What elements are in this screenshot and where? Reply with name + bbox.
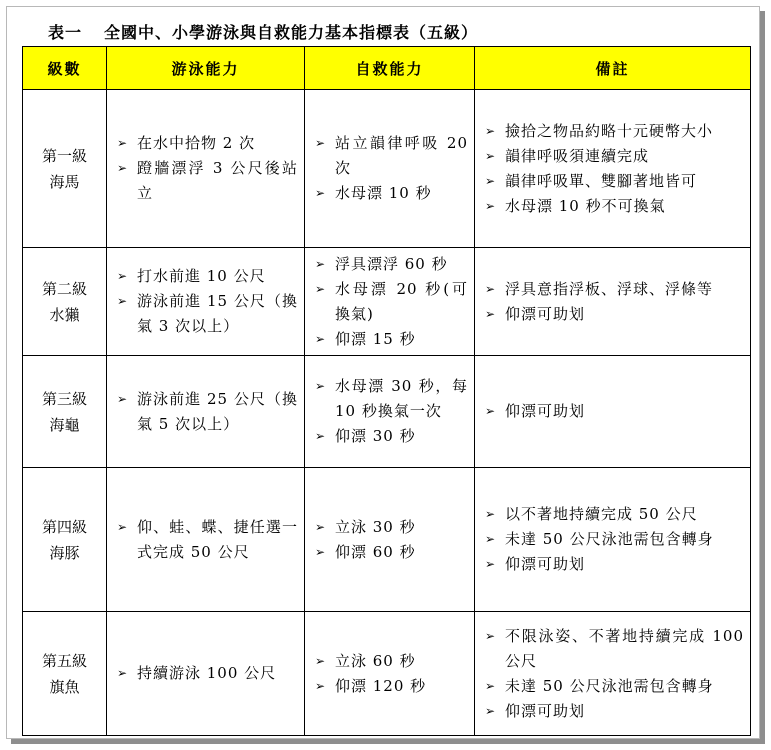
list-item-text: 游泳前進 25 公尺（換氣 5 次以上） <box>137 389 298 433</box>
arrow-bullet-icon: ➢ <box>485 628 497 643</box>
arrow-bullet-icon: ➢ <box>315 519 327 534</box>
list-item-text: 在水中拾物 2 次 <box>137 134 256 152</box>
list-item <box>313 515 468 540</box>
list-item <box>115 131 298 156</box>
level-name: 海龜 <box>49 415 80 434</box>
list-item <box>313 374 468 424</box>
list-item-text: 浮具漂浮 60 秒 <box>335 254 448 273</box>
notes-cell <box>475 468 751 612</box>
list-item-text: 以不著地持續完成 50 公尺 <box>505 505 698 523</box>
rescue-list <box>305 131 474 206</box>
caption-number: 表一 <box>48 23 83 42</box>
list-item <box>115 264 298 289</box>
level-label: 第一級 <box>41 146 87 165</box>
arrow-bullet-icon: ➢ <box>485 306 497 321</box>
arrow-bullet-icon: ➢ <box>315 331 327 346</box>
level-label: 第五級 <box>41 651 87 670</box>
list-item-text: 立泳 30 秒 <box>335 517 416 536</box>
list-item <box>313 252 468 277</box>
arrow-bullet-icon: ➢ <box>485 678 497 693</box>
swim-cell <box>107 248 305 356</box>
notes-list <box>475 399 750 424</box>
list-item-text: 水母漂 20 秒(可換氣) <box>335 279 468 323</box>
arrow-bullet-icon: ➢ <box>117 269 129 283</box>
list-item <box>115 515 298 565</box>
arrow-bullet-icon: ➢ <box>315 544 327 559</box>
list-item-text: 水母漂 10 秒 <box>335 184 432 202</box>
notes-list <box>475 119 750 219</box>
swim-list <box>107 387 304 437</box>
arrow-bullet-icon: ➢ <box>315 256 327 271</box>
rescue-cell <box>305 356 475 468</box>
table-row <box>23 90 751 248</box>
list-item-text: 韻律呼吸須連續完成 <box>505 146 650 165</box>
list-item-text: 仰漂可助划 <box>505 701 586 720</box>
list-item <box>483 527 744 552</box>
list-item <box>313 327 468 352</box>
list-item-text: 不限泳姿、不著地持續完成 100 公尺 <box>505 626 744 670</box>
list-item <box>313 181 468 206</box>
list-item-text: 站立韻律呼吸 20 次 <box>335 134 468 177</box>
list-item-text: 未達 50 公尺泳池需包含轉身 <box>505 530 714 548</box>
list-item <box>313 649 468 674</box>
arrow-bullet-icon: ➢ <box>485 173 497 188</box>
list-item <box>115 661 298 686</box>
swim-list <box>107 264 304 339</box>
arrow-bullet-icon: ➢ <box>485 123 497 138</box>
arrow-bullet-icon: ➢ <box>117 136 129 150</box>
arrow-bullet-icon: ➢ <box>485 281 497 296</box>
list-item-text: 仰漂可助划 <box>505 304 586 323</box>
arrow-bullet-icon: ➢ <box>485 198 497 213</box>
swim-list <box>107 515 304 565</box>
notes-cell <box>475 612 751 736</box>
rescue-cell <box>305 612 475 736</box>
list-item <box>483 399 744 424</box>
list-item-text: 韻律呼吸單、雙腳著地皆可 <box>505 171 698 190</box>
swim-cell <box>107 356 305 468</box>
arrow-bullet-icon: ➢ <box>485 703 497 718</box>
list-item <box>115 289 298 339</box>
notes-list <box>475 277 750 327</box>
level-name: 海馬 <box>49 172 80 191</box>
arrow-bullet-icon: ➢ <box>117 161 129 175</box>
arrow-bullet-icon: ➢ <box>485 148 497 163</box>
list-item-text: 仰漂 30 秒 <box>335 427 416 445</box>
list-item <box>483 194 744 219</box>
list-item-text: 仰漂可助划 <box>505 555 586 573</box>
header-rescue: 自救能力 <box>305 47 475 90</box>
list-item-text: 水母漂 10 秒不可換氣 <box>505 196 666 215</box>
list-item-text: 立泳 60 秒 <box>335 651 416 670</box>
arrow-bullet-icon: ➢ <box>485 507 497 521</box>
table-row <box>23 356 751 468</box>
table-caption <box>48 20 478 43</box>
arrow-bullet-icon: ➢ <box>117 391 129 406</box>
list-item <box>483 699 744 724</box>
notes-cell <box>475 90 751 248</box>
arrow-bullet-icon: ➢ <box>315 653 327 668</box>
level-name: 海豚 <box>49 543 80 562</box>
list-item-text: 仰漂 60 秒 <box>335 542 416 561</box>
list-item-text: 未達 50 公尺泳池需包含轉身 <box>505 676 714 695</box>
arrow-bullet-icon: ➢ <box>315 186 327 200</box>
arrow-bullet-icon: ➢ <box>315 379 327 393</box>
list-item <box>313 424 468 449</box>
arrow-bullet-icon: ➢ <box>117 519 129 534</box>
list-item <box>115 387 298 437</box>
rescue-list <box>305 649 474 699</box>
arrow-bullet-icon: ➢ <box>315 678 327 693</box>
list-item-text: 仰漂 15 秒 <box>335 329 416 348</box>
rescue-list <box>305 374 474 449</box>
list-item <box>483 277 744 302</box>
rescue-list <box>305 252 474 352</box>
list-item <box>483 674 744 699</box>
level-cell <box>23 248 107 356</box>
list-item <box>115 156 298 206</box>
swim-cell <box>107 468 305 612</box>
list-item-text: 持續游泳 100 公尺 <box>137 664 277 682</box>
list-item <box>483 302 744 327</box>
level-cell <box>23 468 107 612</box>
list-item-text: 仰漂可助划 <box>505 402 586 420</box>
table-row <box>23 612 751 736</box>
list-item <box>483 502 744 527</box>
rescue-cell <box>305 90 475 248</box>
list-item-text: 蹬牆漂浮 3 公尺後站立 <box>137 159 298 202</box>
rescue-cell <box>305 248 475 356</box>
arrow-bullet-icon: ➢ <box>485 557 497 571</box>
level-cell <box>23 356 107 468</box>
list-item <box>313 277 468 327</box>
swimming-ability-table <box>22 46 751 736</box>
swim-cell <box>107 612 305 736</box>
level-name: 水獺 <box>49 305 80 324</box>
arrow-bullet-icon: ➢ <box>485 404 497 418</box>
arrow-bullet-icon: ➢ <box>315 281 327 296</box>
list-item <box>313 131 468 181</box>
list-item <box>483 144 744 169</box>
notes-list <box>475 502 750 577</box>
list-item-text: 游泳前進 15 公尺（換氣 3 次以上） <box>137 292 298 335</box>
notes-cell <box>475 356 751 468</box>
rescue-list <box>305 515 474 565</box>
list-item-text: 撿拾之物品約略十元硬幣大小 <box>505 121 714 140</box>
arrow-bullet-icon: ➢ <box>485 532 497 546</box>
rescue-cell <box>305 468 475 612</box>
level-name: 旗魚 <box>49 677 80 696</box>
swim-list <box>107 661 304 686</box>
level-label: 第四級 <box>41 517 87 536</box>
table-row <box>23 248 751 356</box>
list-item-text: 打水前進 10 公尺 <box>137 267 266 285</box>
swim-cell <box>107 90 305 248</box>
list-item-text: 仰、蛙、蝶、捷任選一式完成 50 公尺 <box>137 517 298 561</box>
notes-list <box>475 624 750 724</box>
arrow-bullet-icon: ➢ <box>117 294 129 308</box>
caption-title: 全國中、小學游泳與自救能力基本指標表（五級） <box>104 23 479 42</box>
notes-cell <box>475 248 751 356</box>
arrow-bullet-icon: ➢ <box>117 666 129 680</box>
level-label: 第三級 <box>41 389 87 408</box>
header-notes: 備註 <box>475 47 751 90</box>
list-item <box>313 540 468 565</box>
header-row <box>23 47 751 90</box>
swim-list <box>107 131 304 206</box>
level-cell <box>23 90 107 248</box>
arrow-bullet-icon: ➢ <box>315 429 327 443</box>
arrow-bullet-icon: ➢ <box>315 136 327 150</box>
list-item <box>313 674 468 699</box>
list-item <box>483 119 744 144</box>
list-item-text: 水母漂 30 秒，每 10 秒換氣一次 <box>335 377 468 420</box>
list-item-text: 仰漂 120 秒 <box>335 676 427 695</box>
level-label: 第二級 <box>41 279 87 298</box>
header-swim: 游泳能力 <box>107 47 305 90</box>
list-item <box>483 552 744 577</box>
level-cell <box>23 612 107 736</box>
list-item-text: 浮具意指浮板、浮球、浮條等 <box>505 279 714 298</box>
header-level: 級數 <box>23 47 107 90</box>
list-item <box>483 169 744 194</box>
list-item <box>483 624 744 674</box>
table-row <box>23 468 751 612</box>
